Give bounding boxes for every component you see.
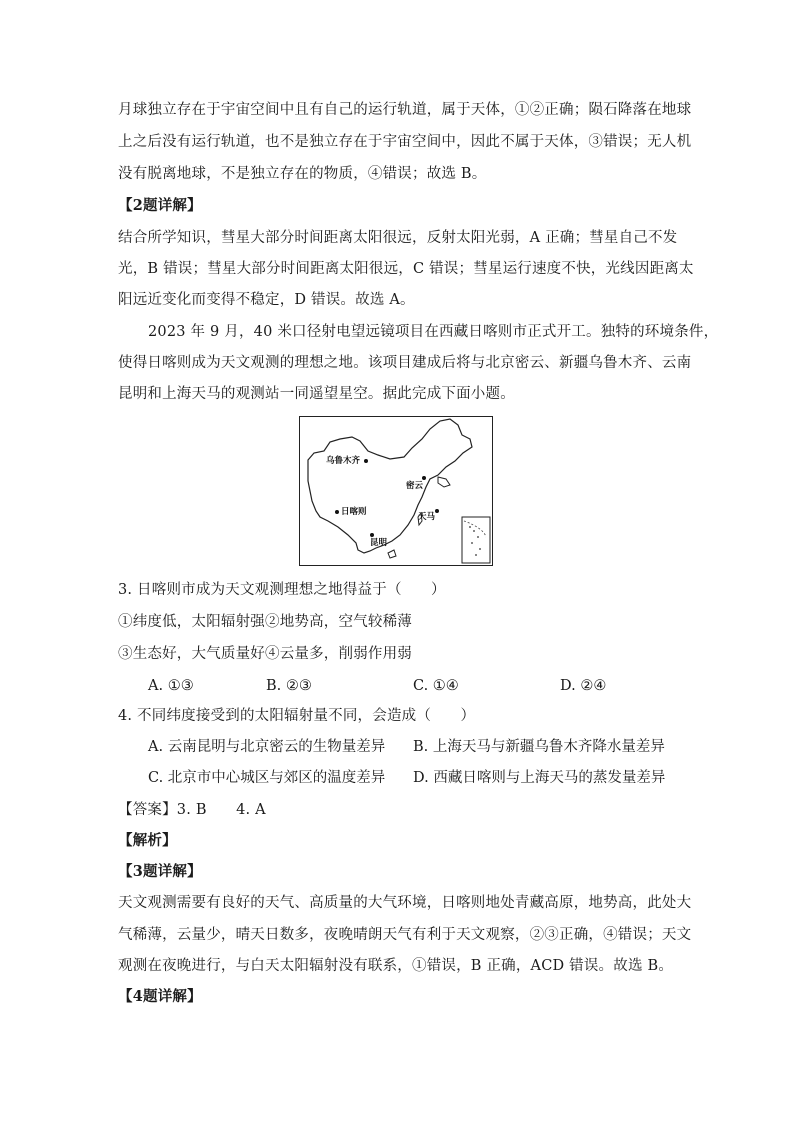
coast-detail [438,477,450,487]
analysis-heading: 【解析】 [118,832,177,849]
city-label-miyun: 密云 [406,481,424,491]
china-map-figure [299,416,493,566]
text-line: 光，B 错误；彗星大部分时间距离太阳很远，C 错误；彗星运行速度不快，光线因距离太 [118,261,694,277]
question-statements: ①纬度低，太阳辐射强②地势高，空气较稀薄 [118,614,412,630]
section-heading-q4: 【4题详解】 [118,988,202,1005]
text-line: 使得日喀则成为天文观测的理想之地。该项目建成后将与北京密云、新疆乌鲁木齐、云南 [118,355,692,371]
city-label-shigatse: 日喀则 [341,507,367,517]
option-a: A. 云南昆明与北京密云的生物量差异 [148,739,386,755]
option-d: D. 西藏日喀则与上海天马的蒸发量差异 [413,770,666,786]
section-heading-q2: 【2题详解】 [118,197,202,214]
section-heading-q3: 【3题详解】 [118,863,202,880]
inset-islands [469,526,481,556]
option-c: C. ①④ [413,678,459,694]
text-line: 天文观测需要有良好的天气、高质量的大气环境，日喀则地处青藏高原，地势高，此处大 [118,895,692,911]
city-markers [335,459,439,537]
text-line: 气稀薄，云量少，晴天日数多，夜晚晴朗天气有利于天文观察，②③正确，④错误；天文 [118,927,692,943]
china-outline [300,417,492,565]
option-b: B. ②③ [266,678,312,694]
question-statements: ③生态好，大气质量好④云量多，削弱作用弱 [118,646,412,662]
option-d: D. ②④ [560,678,607,694]
answer-line: 【答案】3. B 4. A [118,802,266,818]
city-label-urumqi: 乌鲁木齐 [326,456,361,466]
text-line: 结合所学知识，彗星大部分时间距离太阳很远，反射太阳光弱，A 正确；彗星自己不发 [118,230,678,246]
city-label-kunming: 昆明 [370,538,388,548]
south-china-sea-inset [462,517,490,563]
option-a: A. ①③ [148,678,194,694]
text-line: 昆明和上海天马的观测站一同遥望星空。据此完成下面小题。 [118,386,515,402]
option-c: C. 北京市中心城区与郊区的温度差异 [148,770,386,786]
option-b: B. 上海天马与新疆乌鲁木齐降水量差异 [413,739,665,755]
question-stem: 3. 日喀则市成为天文观测理想之地得益于（ ） [118,582,446,598]
question-stem: 4. 不同纬度接受到的太阳辐射量不同，会造成（ ） [118,708,476,724]
text-line: 阳远近变化而变得不稳定，D 错误。故选 A。 [118,292,415,308]
inset-dashed-line [464,521,486,537]
text-line: 2023 年 9 月，40 米口径射电望远镜项目在西藏日喀则市正式开工。独特的环境条件， [148,324,719,340]
text-line: 观测在夜晚进行，与白天太阳辐射没有联系，①错误，B 正确，ACD 错误。故选 B。 [118,958,674,974]
text-line: 月球独立存在于宇宙空间中且有自己的运行轨道，属于天体，①②正确；陨石降落在地球 [118,102,692,118]
text-line: 没有脱离地球，不是独立存在的物质，④错误；故选 B。 [118,166,487,182]
text-line: 上之后没有运行轨道，也不是独立存在于宇宙空间中，因此不属于天体，③错误；无人机 [118,134,692,150]
city-label-tianma: 天马 [418,512,436,522]
hainan-outline [388,550,396,558]
